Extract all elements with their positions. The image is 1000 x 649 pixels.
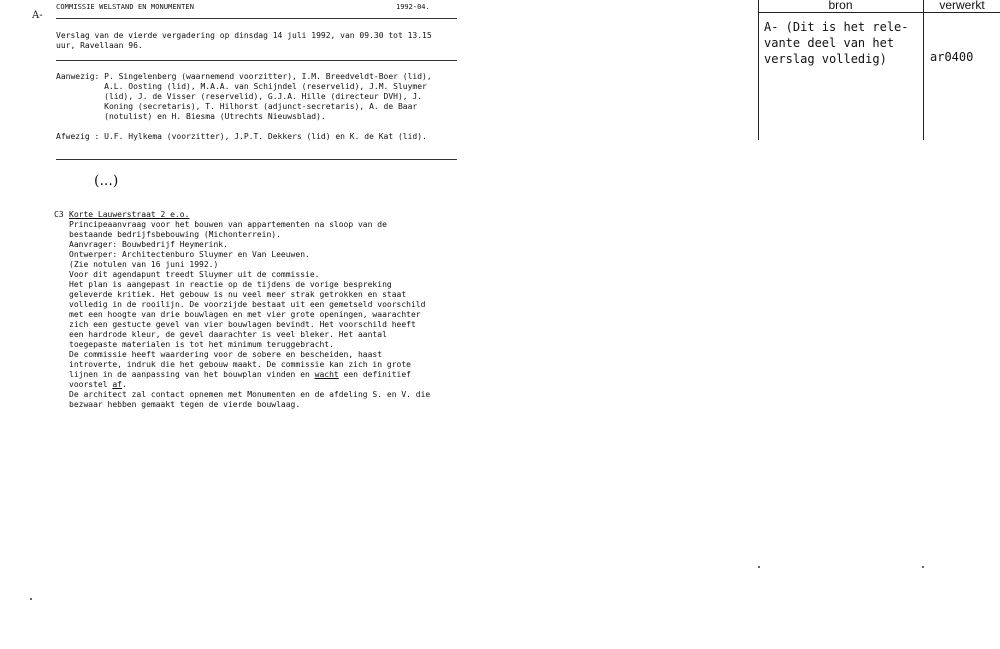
source-note: A- (Dit is het rele- vante deel van het verslag volledig) [764, 20, 909, 66]
attendees-absent: Afwezig : U.F. Hylkema (voorzitter), J.P.T. Dekkers (lid) en K. de Kat (lid). [56, 132, 427, 141]
column-header-verwerkt: verwerkt [939, 0, 985, 12]
underlined-word-wacht: wacht [314, 370, 339, 379]
scan-speck [922, 566, 924, 568]
agenda-item-number: C3 [54, 210, 64, 219]
processed-code: ar0400 [930, 50, 974, 64]
agenda-item-title: Korte Lauwerstraat 2 e.o. [69, 210, 190, 219]
agenda-item-body [69, 220, 430, 410]
omission-marker: (...) [94, 173, 119, 189]
agenda-item-text: Principeaanvraag voor het bouwen van appartementen na sloop van de bestaande bedrijfsbebouwing (Michonterrein). Aanvrager: Bouwbedrijf Heymerink. Ontwerper: Architectenburo Sluymer en Van Leeuwen. (Zie notulen van 16 juni 1992.) Voor dit agendapunt treedt Sluymer uit de commissie. Het plan is aangepast in reactie op de tijdens de vorige bespreking geleverde kritiek. Het gebouw is nu veel meer strak getrokken en staat volledig in de rooilijn. De voorzijde bestaat uit een gemetseld voorschild met een hoogte van drie bouwlagen en met vier grote openingen, waarachter zich een gestucte gevel van vier bouwlagen bevindt. Het voorschild heeft een hardrode kleur, de gevel daarachter is veel bleker. Het aantal toegepaste materialen is tot het minimum teruggebracht. De commissie heeft waardering voor de sobere en bescheiden, haast introverte, indruk die het gebouw maakt. De commissie kan zich in grote lijnen in de aanpassing van het bouwplan vinden en [69, 220, 426, 379]
scan-speck [758, 566, 760, 568]
margin-mark: A- [32, 10, 43, 21]
agenda-item-text: een definitief voorstel [69, 370, 411, 389]
committee-name: COMMISSIE WELSTAND EN MONUMENTEN [56, 3, 195, 11]
agenda-item-text: . De architect zal contact opnemen met Monumenten en de afdeling S. en V. die bezwaar hebben gemaakt tegen de vierde bouwlaag. [69, 380, 431, 409]
annotation-table [758, 0, 1000, 140]
header-divider [56, 18, 457, 19]
report-code: 1992-04. [396, 3, 430, 11]
table-border-left [758, 0, 759, 140]
meeting-intro: Verslag van de vierde vergadering op dinsdag 14 juli 1992, van 09.30 tot 13.15 uur, Ravellaan 96. [56, 31, 432, 50]
table-column-divider [923, 0, 924, 140]
intro-divider [56, 60, 457, 61]
column-header-bron: bron [828, 0, 853, 12]
underlined-word-af: af [112, 380, 122, 389]
scan-speck [30, 598, 32, 600]
attendance-divider [56, 159, 457, 160]
attendees-present: Aanwezig: P. Singelenberg (waarnemend voorzitter), I.M. Breedveldt-Boer (lid), A.L. Oosting (lid), M.A.A. van Schijndel (reservelid), J.M. Sluymer (lid), J. de Visser (reservelid), G.J.A. Hille (directeur DVH), J. Koning (secretaris), T. Hilhorst (adjunct-secretaris), A. de Baar (notulist) en H. Biesma (Utrechts Nieuwsblad). [56, 72, 432, 121]
table-header-divider [758, 12, 1000, 13]
